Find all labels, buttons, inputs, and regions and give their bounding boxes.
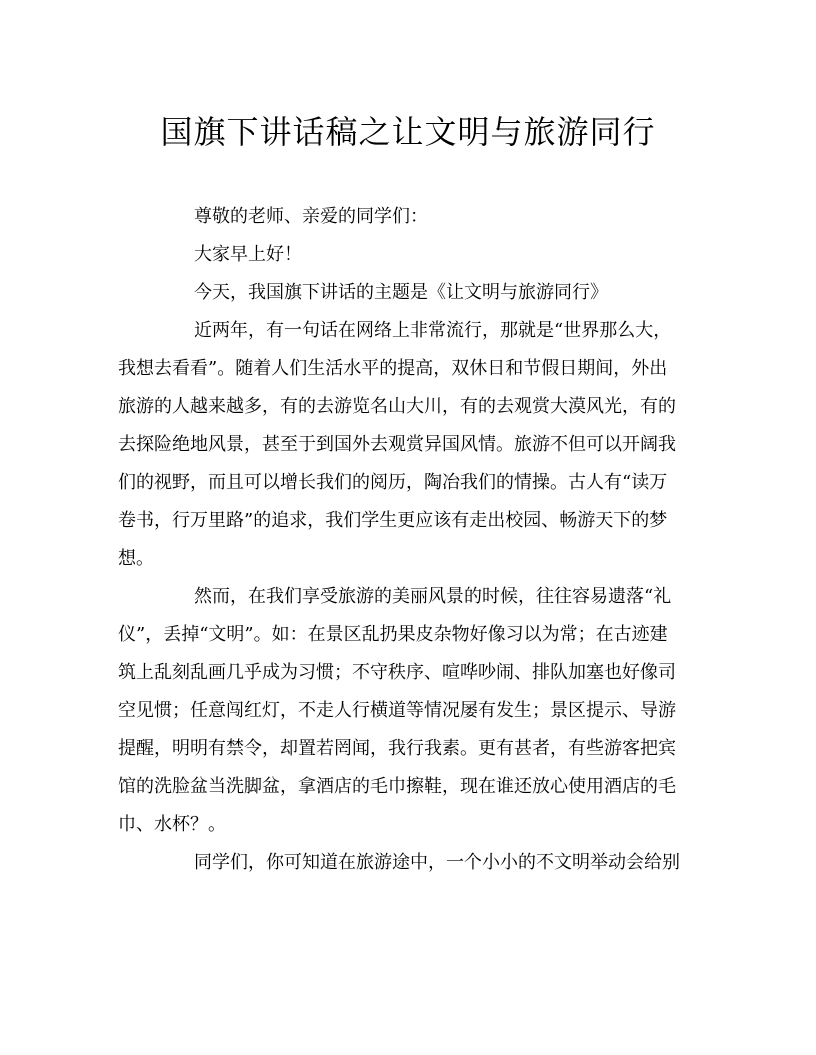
- paragraph-line: 近两年，有一句话在网络上非常流行，那就是“世界那么大，: [194, 320, 672, 341]
- paragraph-line: 们的视野，而且可以增长我们的阅历，陶冶我们的情操。古人有“读万: [118, 472, 668, 493]
- paragraph-line: 馆的洗脸盆当洗脚盆，拿酒店的毛巾擦鞋，现在谁还放心使用酒店的毛: [118, 776, 676, 797]
- paragraph-line: 旅游的人越来越多，有的去游览名山大川，有的去观赏大漠风光，有的: [118, 396, 676, 417]
- document-body: [118, 198, 696, 882]
- paragraph-line: 空见惯；任意闯红灯，不走人行横道等情况屡有发生；景区提示、导游: [118, 700, 676, 721]
- paragraph-line: 提醒，明明有禁令，却置若罔闻，我行我素。更有甚者，有些游客把宾: [118, 738, 676, 759]
- paragraph-line: 仪”，丢掉“文明”。如：在景区乱扔果皮杂物好像习以为常；在古迹建: [118, 624, 668, 645]
- paragraph-line: 想。: [118, 548, 154, 569]
- paragraph-line: 巾、水杯？。: [118, 814, 226, 835]
- paragraph-line: 筑上乱刻乱画几乎成为习惯；不守秩序、喧哗吵闹、排队加塞也好像司: [118, 662, 676, 683]
- paragraph-line: 我想去看看”。随着人们生活水平的提高，双休日和节假日期间，外出: [118, 358, 668, 379]
- paragraph-line: 去探险绝地风景，甚至于到国外去观赏异国风情。旅游不但可以开阔我: [118, 434, 676, 455]
- paragraph-line: 同学们，你可知道在旅游途中，一个小小的不文明举动会给别: [194, 852, 680, 873]
- document-title: 国旗下讲话稿之让文明与旅游同行: [160, 113, 656, 151]
- paragraph-line: 卷书，行万里路”的追求，我们学生更应该有走出校园、畅游天下的梦: [118, 510, 668, 531]
- topic-line: 今天，我国旗下讲话的主题是《让文明与旅游同行》: [194, 282, 608, 303]
- salutation-line: 尊敬的老师、亲爱的同学们：: [194, 206, 428, 227]
- greeting-line: 大家早上好！: [194, 244, 302, 265]
- paragraph-line: 然而，在我们享受旅游的美丽风景的时候，往往容易遗落“礼: [194, 586, 672, 607]
